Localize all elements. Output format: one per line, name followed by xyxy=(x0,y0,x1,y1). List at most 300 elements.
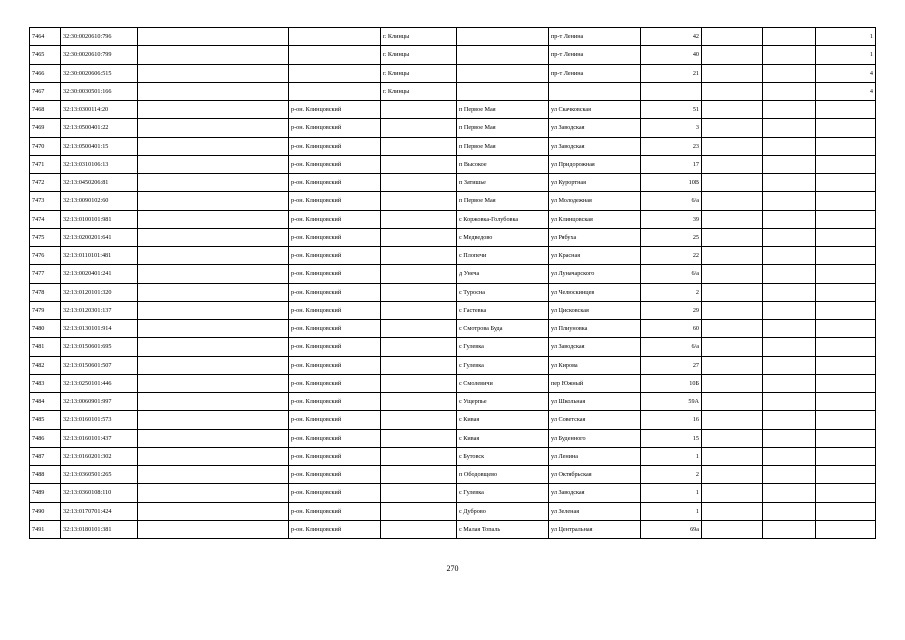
street-cell: ул Советская xyxy=(549,411,641,429)
row-number-cell: 7466 xyxy=(30,64,61,82)
settlement-cell: с Кивая xyxy=(457,429,549,447)
district-cell: р-он. Клинцовский xyxy=(289,356,381,374)
city-cell xyxy=(381,393,457,411)
row-number-cell: 7476 xyxy=(30,247,61,265)
blank-cell xyxy=(702,155,763,173)
blank-cell xyxy=(763,265,816,283)
blank-cell xyxy=(702,265,763,283)
count-cell xyxy=(816,247,876,265)
district-cell: р-он. Клинцовский xyxy=(289,155,381,173)
blank-cell xyxy=(763,247,816,265)
count-cell xyxy=(816,228,876,246)
house-number-cell: 10В xyxy=(641,174,702,192)
street-cell: ул Челюскинцев xyxy=(549,283,641,301)
blank-cell xyxy=(702,484,763,502)
blank-cell xyxy=(763,210,816,228)
row-number-cell: 7490 xyxy=(30,502,61,520)
blank-cell xyxy=(702,447,763,465)
city-cell: г. Клинцы xyxy=(381,46,457,64)
city-cell xyxy=(381,484,457,502)
house-number-cell: 22 xyxy=(641,247,702,265)
blank-cell xyxy=(763,374,816,392)
blank-cell xyxy=(702,393,763,411)
table-row xyxy=(30,283,876,301)
district-cell: р-он. Клинцовский xyxy=(289,192,381,210)
city-cell xyxy=(381,466,457,484)
blank-cell xyxy=(763,338,816,356)
settlement-cell xyxy=(457,64,549,82)
city-cell xyxy=(381,192,457,210)
table-row xyxy=(30,101,876,119)
row-number-cell: 7478 xyxy=(30,283,61,301)
cadastral-number-cell: 32:13:0500401:22 xyxy=(61,119,138,137)
city-cell xyxy=(381,119,457,137)
blank-cell xyxy=(702,338,763,356)
house-number-cell: 23 xyxy=(641,137,702,155)
settlement-cell: с Смотрова Буда xyxy=(457,320,549,338)
blank-cell xyxy=(702,283,763,301)
count-cell xyxy=(816,137,876,155)
house-number-cell: 21 xyxy=(641,64,702,82)
house-number-cell: 39 xyxy=(641,210,702,228)
city-cell xyxy=(381,502,457,520)
settlement-cell: с Кивая xyxy=(457,411,549,429)
count-cell: 4 xyxy=(816,82,876,100)
count-cell xyxy=(816,429,876,447)
cadastral-number-cell: 32:13:0110101:481 xyxy=(61,247,138,265)
city-cell: г. Клинцы xyxy=(381,64,457,82)
street-cell: пр-т Ленина xyxy=(549,46,641,64)
cadastral-number-cell: 32:13:0200201:641 xyxy=(61,228,138,246)
cadastral-number-cell: 32:13:0100101:981 xyxy=(61,210,138,228)
settlement-cell: с Гулевка xyxy=(457,338,549,356)
blank-cell xyxy=(138,247,289,265)
settlement-cell: с Медведово xyxy=(457,228,549,246)
blank-cell xyxy=(763,283,816,301)
blank-cell xyxy=(763,484,816,502)
district-cell: р-он. Клинцовский xyxy=(289,411,381,429)
street-cell: ул Школьная xyxy=(549,393,641,411)
city-cell xyxy=(381,374,457,392)
blank-cell xyxy=(702,374,763,392)
city-cell xyxy=(381,429,457,447)
house-number-cell xyxy=(641,82,702,100)
count-cell xyxy=(816,393,876,411)
table-row xyxy=(30,429,876,447)
blank-cell xyxy=(763,228,816,246)
blank-cell xyxy=(763,192,816,210)
street-cell: ул Цисковская xyxy=(549,301,641,319)
cadastral-number-cell: 32:13:0120301:137 xyxy=(61,301,138,319)
blank-cell xyxy=(138,192,289,210)
blank-cell xyxy=(763,520,816,538)
city-cell xyxy=(381,283,457,301)
city-cell xyxy=(381,210,457,228)
count-cell xyxy=(816,484,876,502)
house-number-cell: 1 xyxy=(641,447,702,465)
city-cell xyxy=(381,301,457,319)
cadastral-number-cell: 32:13:0310106:13 xyxy=(61,155,138,173)
row-number-cell: 7488 xyxy=(30,466,61,484)
count-cell xyxy=(816,520,876,538)
blank-cell xyxy=(702,356,763,374)
house-number-cell: 3 xyxy=(641,119,702,137)
table-row xyxy=(30,356,876,374)
street-cell: ул Октябрьская xyxy=(549,466,641,484)
count-cell xyxy=(816,374,876,392)
cadastral-number-cell: 32:13:0090102:60 xyxy=(61,192,138,210)
table-row xyxy=(30,502,876,520)
house-number-cell: 40 xyxy=(641,46,702,64)
row-number-cell: 7474 xyxy=(30,210,61,228)
district-cell xyxy=(289,28,381,46)
row-number-cell: 7469 xyxy=(30,119,61,137)
blank-cell xyxy=(763,28,816,46)
cadastral-number-cell: 32:13:0500401:15 xyxy=(61,137,138,155)
street-cell: ул Молодежная xyxy=(549,192,641,210)
table-row xyxy=(30,411,876,429)
cadastral-number-cell: 32:13:0450206:81 xyxy=(61,174,138,192)
street-cell: ул Кирова xyxy=(549,356,641,374)
district-cell: р-он. Клинцовский xyxy=(289,374,381,392)
row-number-cell: 7486 xyxy=(30,429,61,447)
cadastral-number-cell: 32:13:0150601:507 xyxy=(61,356,138,374)
district-cell: р-он. Клинцовский xyxy=(289,447,381,465)
blank-cell xyxy=(702,520,763,538)
settlement-cell xyxy=(457,28,549,46)
house-number-cell: 42 xyxy=(641,28,702,46)
blank-cell xyxy=(138,119,289,137)
blank-cell xyxy=(763,466,816,484)
blank-cell xyxy=(138,210,289,228)
street-cell: ул Заводская xyxy=(549,119,641,137)
table-row xyxy=(30,247,876,265)
settlement-cell: с Туросна xyxy=(457,283,549,301)
house-number-cell: 17 xyxy=(641,155,702,173)
blank-cell xyxy=(763,356,816,374)
table-row xyxy=(30,210,876,228)
blank-cell xyxy=(138,228,289,246)
blank-cell xyxy=(138,265,289,283)
district-cell xyxy=(289,82,381,100)
street-cell: ул Буденного xyxy=(549,429,641,447)
district-cell xyxy=(289,46,381,64)
count-cell xyxy=(816,155,876,173)
blank-cell xyxy=(763,64,816,82)
page-number: 270 xyxy=(446,564,459,573)
city-cell xyxy=(381,520,457,538)
count-cell xyxy=(816,447,876,465)
cadastral-number-cell: 32:30:0020606:515 xyxy=(61,64,138,82)
row-number-cell: 7480 xyxy=(30,320,61,338)
house-number-cell: 25 xyxy=(641,228,702,246)
blank-cell xyxy=(763,301,816,319)
settlement-cell: п Первое Мая xyxy=(457,192,549,210)
blank-cell xyxy=(702,301,763,319)
district-cell: р-он. Клинцовский xyxy=(289,301,381,319)
blank-cell xyxy=(702,429,763,447)
city-cell xyxy=(381,356,457,374)
house-number-cell: 69а xyxy=(641,520,702,538)
blank-cell xyxy=(763,429,816,447)
district-cell: р-он. Клинцовский xyxy=(289,137,381,155)
city-cell: г. Клинцы xyxy=(381,28,457,46)
blank-cell xyxy=(138,520,289,538)
district-cell: р-он. Клинцовский xyxy=(289,466,381,484)
row-number-cell: 7491 xyxy=(30,520,61,538)
settlement-cell: п Ободовщево xyxy=(457,466,549,484)
settlement-cell: п Высокое xyxy=(457,155,549,173)
blank-cell xyxy=(138,484,289,502)
cadastral-number-cell: 32:13:0160201:302 xyxy=(61,447,138,465)
house-number-cell: 10Б xyxy=(641,374,702,392)
district-cell: р-он. Клинцовский xyxy=(289,338,381,356)
row-number-cell: 7484 xyxy=(30,393,61,411)
district-cell: р-он. Клинцовский xyxy=(289,283,381,301)
blank-cell xyxy=(702,137,763,155)
city-cell xyxy=(381,101,457,119)
blank-cell xyxy=(763,174,816,192)
table-row xyxy=(30,28,876,46)
cadastral-number-cell: 32:30:0020610:799 xyxy=(61,46,138,64)
count-cell xyxy=(816,411,876,429)
settlement-cell: п Затишье xyxy=(457,174,549,192)
city-cell: г. Клинцы xyxy=(381,82,457,100)
house-number-cell: 16 xyxy=(641,411,702,429)
street-cell: пр-т Ленина xyxy=(549,28,641,46)
district-cell: р-он. Клинцовский xyxy=(289,320,381,338)
settlement-cell: п Первое Мая xyxy=(457,101,549,119)
row-number-cell: 7481 xyxy=(30,338,61,356)
table-row xyxy=(30,119,876,137)
blank-cell xyxy=(138,101,289,119)
settlement-cell: д Унеча xyxy=(457,265,549,283)
table-row xyxy=(30,155,876,173)
blank-cell xyxy=(138,429,289,447)
table-row xyxy=(30,137,876,155)
row-number-cell: 7489 xyxy=(30,484,61,502)
cadastral-number-cell: 32:13:0130101:914 xyxy=(61,320,138,338)
settlement-cell: с Гулевка xyxy=(457,356,549,374)
house-number-cell: 6/а xyxy=(641,192,702,210)
city-cell xyxy=(381,228,457,246)
blank-cell xyxy=(763,502,816,520)
table-row xyxy=(30,174,876,192)
blank-cell xyxy=(138,174,289,192)
house-number-cell: 6/а xyxy=(641,338,702,356)
blank-cell xyxy=(138,64,289,82)
settlement-cell: п Первое Мая xyxy=(457,137,549,155)
settlement-cell: с Бутовск xyxy=(457,447,549,465)
blank-cell xyxy=(763,393,816,411)
settlement-cell: с Малая Топаль xyxy=(457,520,549,538)
blank-cell xyxy=(763,411,816,429)
settlement-cell: с Плопечи xyxy=(457,247,549,265)
district-cell: р-он. Клинцовский xyxy=(289,174,381,192)
settlement-cell: с Коржовка-Голубовка xyxy=(457,210,549,228)
street-cell: ул Клинцовская xyxy=(549,210,641,228)
table-row xyxy=(30,301,876,319)
row-number-cell: 7472 xyxy=(30,174,61,192)
count-cell xyxy=(816,301,876,319)
street-cell: ул Придорожная xyxy=(549,155,641,173)
cadastral-number-cell: 32:13:0150601:695 xyxy=(61,338,138,356)
table-row xyxy=(30,192,876,210)
city-cell xyxy=(381,174,457,192)
row-number-cell: 7479 xyxy=(30,301,61,319)
blank-cell xyxy=(138,502,289,520)
settlement-cell: с Ущерпье xyxy=(457,393,549,411)
count-cell: 1 xyxy=(816,28,876,46)
settlement-cell: с Смолевичи xyxy=(457,374,549,392)
row-number-cell: 7471 xyxy=(30,155,61,173)
cadastral-table xyxy=(29,27,876,539)
blank-cell xyxy=(138,28,289,46)
blank-cell xyxy=(702,210,763,228)
city-cell xyxy=(381,338,457,356)
table-row xyxy=(30,228,876,246)
blank-cell xyxy=(702,320,763,338)
city-cell xyxy=(381,447,457,465)
street-cell: ул Луначарского xyxy=(549,265,641,283)
city-cell xyxy=(381,247,457,265)
blank-cell xyxy=(138,137,289,155)
settlement-cell: с Гастевка xyxy=(457,301,549,319)
district-cell: р-он. Клинцовский xyxy=(289,393,381,411)
table-row xyxy=(30,374,876,392)
table-row xyxy=(30,393,876,411)
district-cell: р-он. Клинцовский xyxy=(289,101,381,119)
blank-cell xyxy=(702,466,763,484)
row-number-cell: 7465 xyxy=(30,46,61,64)
row-number-cell: 7475 xyxy=(30,228,61,246)
street-cell: ул Зеленая xyxy=(549,502,641,520)
count-cell xyxy=(816,265,876,283)
blank-cell xyxy=(138,356,289,374)
row-number-cell: 7467 xyxy=(30,82,61,100)
blank-cell xyxy=(702,101,763,119)
row-number-cell: 7473 xyxy=(30,192,61,210)
street-cell xyxy=(549,82,641,100)
blank-cell xyxy=(702,228,763,246)
street-cell: ул Рябуха xyxy=(549,228,641,246)
row-number-cell: 7487 xyxy=(30,447,61,465)
table-row xyxy=(30,320,876,338)
table-row xyxy=(30,46,876,64)
table-row xyxy=(30,82,876,100)
street-cell: ул Заводская xyxy=(549,484,641,502)
blank-cell xyxy=(138,447,289,465)
table-body xyxy=(30,28,876,539)
house-number-cell: 15 xyxy=(641,429,702,447)
house-number-cell: 27 xyxy=(641,356,702,374)
street-cell: пр-т Ленина xyxy=(549,64,641,82)
blank-cell xyxy=(702,247,763,265)
table-row xyxy=(30,466,876,484)
street-cell: ул Центральная xyxy=(549,520,641,538)
city-cell xyxy=(381,411,457,429)
blank-cell xyxy=(138,82,289,100)
cadastral-number-cell: 32:13:0300114:20 xyxy=(61,101,138,119)
house-number-cell: 51 xyxy=(641,101,702,119)
cadastral-number-cell: 32:13:0160101:573 xyxy=(61,411,138,429)
blank-cell xyxy=(702,46,763,64)
house-number-cell: 6/а xyxy=(641,265,702,283)
blank-cell xyxy=(702,28,763,46)
blank-cell xyxy=(138,411,289,429)
table-row xyxy=(30,64,876,82)
blank-cell xyxy=(763,101,816,119)
blank-cell xyxy=(702,64,763,82)
cadastral-number-cell: 32:30:0030501:166 xyxy=(61,82,138,100)
blank-cell xyxy=(138,155,289,173)
count-cell xyxy=(816,320,876,338)
settlement-cell: с Дуброво xyxy=(457,502,549,520)
count-cell xyxy=(816,174,876,192)
count-cell xyxy=(816,210,876,228)
settlement-cell xyxy=(457,46,549,64)
blank-cell xyxy=(763,320,816,338)
table-row xyxy=(30,520,876,538)
district-cell: р-он. Клинцовский xyxy=(289,429,381,447)
table-row xyxy=(30,484,876,502)
house-number-cell: 29 xyxy=(641,301,702,319)
table-row xyxy=(30,447,876,465)
blank-cell xyxy=(763,46,816,64)
blank-cell xyxy=(702,192,763,210)
street-cell: ул Заводская xyxy=(549,137,641,155)
house-number-cell: 1 xyxy=(641,484,702,502)
table-row xyxy=(30,338,876,356)
count-cell xyxy=(816,338,876,356)
count-cell xyxy=(816,502,876,520)
cadastral-number-cell: 32:13:0180101:381 xyxy=(61,520,138,538)
cadastral-number-cell: 32:13:0360108:110 xyxy=(61,484,138,502)
settlement-cell: п Первое Мая xyxy=(457,119,549,137)
street-cell: ул Ленина xyxy=(549,447,641,465)
district-cell: р-он. Клинцовский xyxy=(289,210,381,228)
blank-cell xyxy=(763,82,816,100)
blank-cell xyxy=(138,374,289,392)
cadastral-number-cell: 32:13:0360501:265 xyxy=(61,466,138,484)
count-cell xyxy=(816,356,876,374)
district-cell: р-он. Клинцовский xyxy=(289,520,381,538)
blank-cell xyxy=(138,338,289,356)
blank-cell xyxy=(138,301,289,319)
street-cell: ул Курортная xyxy=(549,174,641,192)
cadastral-number-cell: 32:13:0020401:241 xyxy=(61,265,138,283)
blank-cell xyxy=(763,119,816,137)
settlement-cell xyxy=(457,82,549,100)
blank-cell xyxy=(763,155,816,173)
blank-cell xyxy=(702,82,763,100)
street-cell: ул Скачковская xyxy=(549,101,641,119)
row-number-cell: 7468 xyxy=(30,101,61,119)
row-number-cell: 7464 xyxy=(30,28,61,46)
count-cell xyxy=(816,119,876,137)
cadastral-number-cell: 32:13:0060901:997 xyxy=(61,393,138,411)
cadastral-number-cell: 32:30:0020610:796 xyxy=(61,28,138,46)
blank-cell xyxy=(763,137,816,155)
blank-cell xyxy=(702,119,763,137)
count-cell: 1 xyxy=(816,46,876,64)
row-number-cell: 7482 xyxy=(30,356,61,374)
count-cell xyxy=(816,283,876,301)
district-cell: р-он. Клинцовский xyxy=(289,247,381,265)
row-number-cell: 7485 xyxy=(30,411,61,429)
cadastral-number-cell: 32:13:0160101:437 xyxy=(61,429,138,447)
count-cell xyxy=(816,192,876,210)
